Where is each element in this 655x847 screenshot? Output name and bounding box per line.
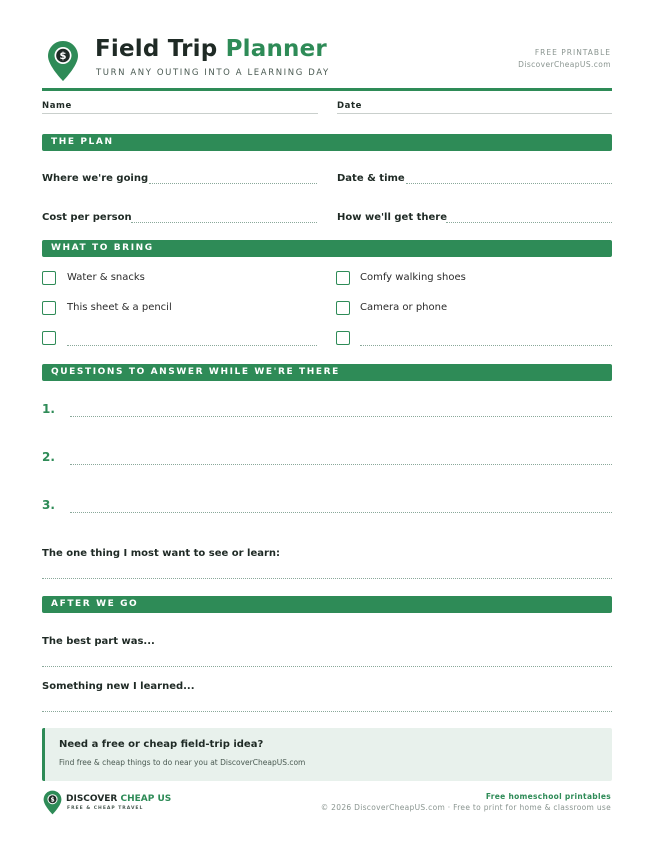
learned-answer[interactable] [42,711,612,712]
question-answer-1[interactable] [70,416,612,417]
section-header-questions: QUESTIONS TO ANSWER WHILE WE'RE THERE [42,364,612,381]
most-want-answer[interactable] [42,578,612,579]
checkbox-icon[interactable] [42,331,56,345]
checkbox-icon[interactable] [336,331,350,345]
bring-item-blank-1[interactable] [67,345,317,346]
question-answer-3[interactable] [70,512,612,513]
footer-brand [66,794,171,804]
tip-title: Need a free or cheap field-trip idea? [59,739,264,750]
learned-prompt: Something new I learned... [42,681,195,692]
tip-body: Find free & cheap things to do near you at DiscoverCheapUS.com [59,758,306,767]
date-field[interactable] [337,113,612,114]
question-number-1: 1. [42,402,55,416]
most-want-prompt: The one thing I most want to see or learn: [42,548,281,559]
bring-item-camera: Camera or phone [360,302,448,313]
footer-brand-part1: DISCOVER [66,794,118,804]
date-label: Date [337,101,363,111]
svg-text:$: $ [59,51,67,63]
checkbox-icon[interactable] [42,301,56,315]
bring-item-shoes: Comfy walking shoes [360,272,466,283]
bring-item-sheet: This sheet & a pencil [67,302,172,313]
bring-item-blank-2[interactable] [360,345,612,346]
section-header-bring: WHAT TO BRING [42,240,612,257]
best-part-answer[interactable] [42,666,612,667]
page-subtitle: TURN ANY OUTING INTO A LEARNING DAY [96,68,330,78]
plan-label-cost: Cost per person [42,212,132,223]
datetime-field[interactable] [406,183,612,184]
footer-copyright: © 2026 DiscoverCheapUS.com · Free to print for home & classroom use [320,803,611,812]
name-field[interactable] [42,113,318,114]
checkbox-icon[interactable] [42,271,56,285]
footer-brand-part2: CHEAP US [120,794,172,804]
destination-field[interactable] [149,183,317,184]
plan-label-destination: Where we're going [42,173,149,184]
site-link[interactable]: DiscoverCheapUS.com [518,60,611,69]
section-header-after: AFTER WE GO [42,596,612,613]
plan-label-datetime: Date & time [337,173,405,184]
best-part-prompt: The best part was... [42,636,155,647]
bring-item-water: Water & snacks [67,272,145,283]
question-number-3: 3. [42,498,55,512]
footer-right-title: Free homeschool printables [485,792,611,801]
question-answer-2[interactable] [70,464,612,465]
plan-label-transport: How we'll get there [337,212,447,223]
map-pin-dollar-icon [47,40,79,82]
page-title [95,36,327,62]
name-label: Name [42,101,72,111]
transport-field[interactable] [446,222,612,223]
svg-text:$: $ [50,796,55,804]
checkbox-icon[interactable] [336,271,350,285]
free-printable-tag: FREE PRINTABLE [534,48,611,57]
tip-box [42,728,612,781]
title-part1: Field Trip [95,36,218,62]
header-rule [42,88,612,91]
question-number-2: 2. [42,450,55,464]
section-header-plan: THE PLAN [42,134,612,151]
checkbox-icon[interactable] [336,301,350,315]
title-part2: Planner [225,36,327,62]
cost-field[interactable] [131,222,317,223]
footer-map-pin-icon [43,790,62,815]
footer-brand-tag: FREE & CHEAP TRAVEL [67,806,144,811]
